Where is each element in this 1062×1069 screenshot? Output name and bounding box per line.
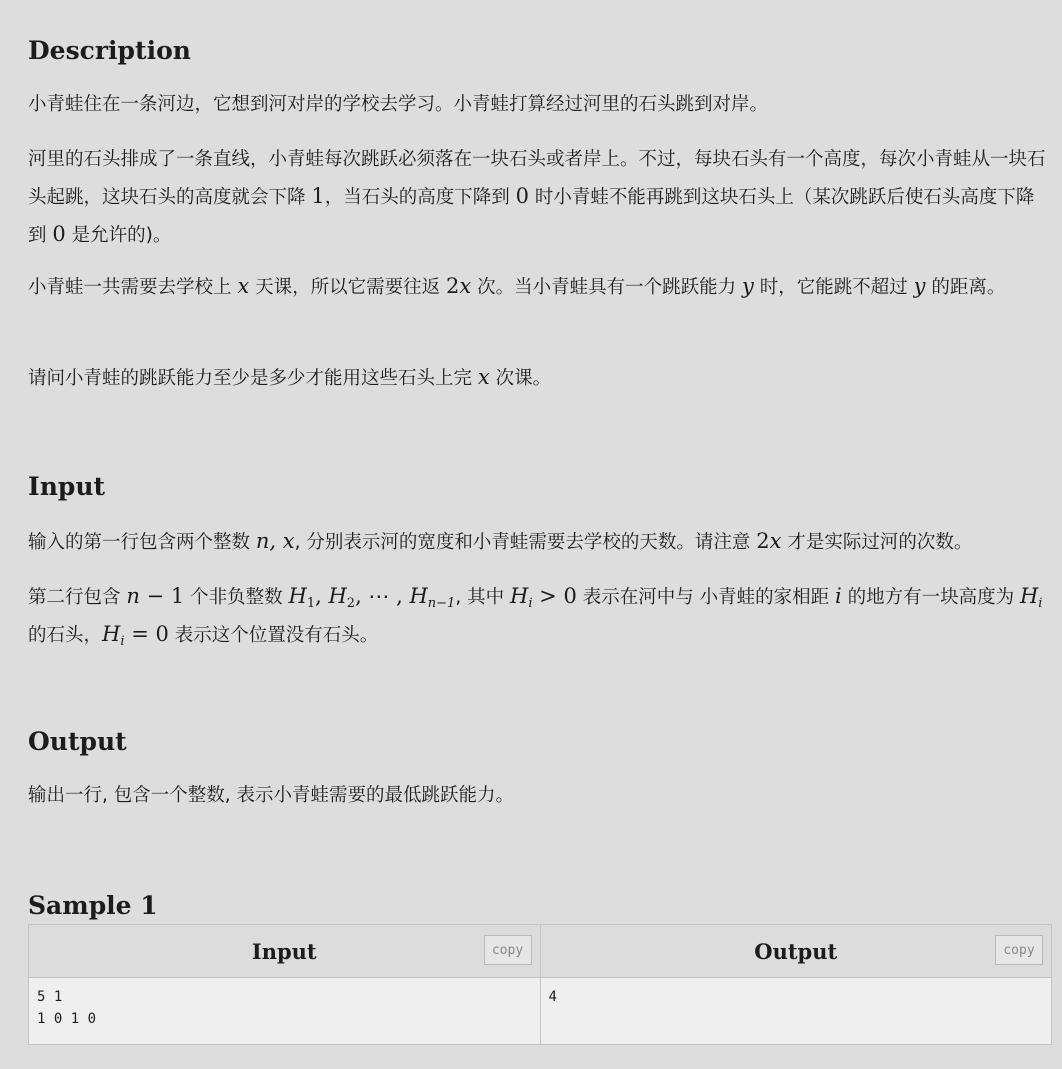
text-span: , 其中 xyxy=(455,587,510,608)
math-variable: x xyxy=(459,274,472,298)
math-symbol: , xyxy=(315,584,329,608)
math-subscript: 2 xyxy=(346,596,356,611)
math-subscript: 1 xyxy=(306,596,316,611)
text-span: ，当石头的高度下降到 xyxy=(324,187,516,208)
text-span: , 分别表示河的宽度和小青蛙需要去学校的天数。请注意 xyxy=(294,532,757,553)
math-number: − 1 xyxy=(139,584,185,608)
math-variable: n xyxy=(126,584,140,608)
copy-output-button[interactable]: copy xyxy=(995,935,1043,965)
sample-input-header-label: Input xyxy=(251,938,317,964)
description-paragraph-3 xyxy=(28,268,1052,306)
copy-input-button[interactable]: copy xyxy=(484,935,532,965)
math-variable: x xyxy=(477,365,490,389)
sample-input-header xyxy=(29,925,541,978)
math-variable: i xyxy=(834,584,842,608)
text-span: 次。当小青蛙具有一个跳跃能力 xyxy=(471,277,742,298)
description-paragraph-4 xyxy=(28,359,1052,397)
sample-output-header-label: Output xyxy=(754,938,838,964)
sample-table xyxy=(28,924,1052,1045)
text-span: 是允许的)。 xyxy=(65,225,172,246)
math-variable: H xyxy=(288,584,307,608)
text-span: 的石头， xyxy=(28,625,103,646)
math-number: 1 xyxy=(311,184,325,208)
math-subscript: n−1 xyxy=(427,596,456,611)
math-symbol: = 0 xyxy=(124,622,169,646)
math-variable: H xyxy=(328,584,347,608)
math-variable: H xyxy=(1019,584,1039,608)
text-span: 河里的石头排成了一条直线，小青蛙每次跳跃必须落在一块石头或者岸上。不过，每块石头有一个高度，每次小青蛙从一块石头起跳，这块石头的高度就会下降 xyxy=(28,149,1046,208)
math-symbol: > 0 xyxy=(532,584,577,608)
math-number: 2 xyxy=(756,529,770,553)
text-span: 表示在河中与 小青蛙的家相距 xyxy=(576,587,835,608)
sample-output-cell xyxy=(540,978,1052,1045)
math-variable: n, x xyxy=(255,529,295,553)
math-subscript: i xyxy=(1038,596,1043,611)
math-subscript: i xyxy=(528,596,533,611)
text-span: 时，它能跳不超过 xyxy=(753,277,914,298)
description-heading: Description xyxy=(28,36,191,65)
sample-output-text[interactable]: 4 xyxy=(548,989,557,1005)
text-span: 次课。 xyxy=(489,368,552,389)
math-number: 0 xyxy=(52,222,66,246)
math-subscript: i xyxy=(120,634,125,649)
math-variable: y xyxy=(913,274,926,298)
text-span: 时小青蛙不能再跳到这块石头上（某次跳跃后使石头高度下降到 xyxy=(28,187,1035,246)
text-span: 才是实际过河的次数。 xyxy=(781,532,973,553)
text-span: 第二行包含 xyxy=(28,587,127,608)
output-heading: Output xyxy=(28,727,127,756)
text-span: 表示这个位置没有石头。 xyxy=(168,625,379,646)
math-variable: y xyxy=(741,274,754,298)
math-number: 0 xyxy=(515,184,530,208)
input-paragraph-2 xyxy=(28,578,1052,654)
text-span: 个非负整数 xyxy=(184,587,289,608)
sample-input-cell xyxy=(29,978,541,1045)
math-number: 2 xyxy=(446,274,460,298)
text-span: 小青蛙一共需要去学校上 xyxy=(28,277,238,298)
text-span: 输入的第一行包含两个整数 xyxy=(28,532,256,553)
text-span: 的距离。 xyxy=(925,277,1006,298)
math-variable: H xyxy=(102,622,121,646)
text-span: 天课，所以它需要往返 xyxy=(249,277,446,298)
sample-input-text[interactable]: 5 1 1 0 1 0 xyxy=(37,989,97,1027)
math-variable: x xyxy=(769,529,782,553)
math-symbol: , ⋯ , xyxy=(355,584,410,608)
text-span: 请问小青蛙的跳跃能力至少是多少才能用这些石头上完 xyxy=(28,368,478,389)
description-paragraph-1: 小青蛙住在一条河边，它想到河对岸的学校去学习。小青蛙打算经过河里的石头跳到对岸。 xyxy=(28,94,769,115)
input-heading: Input xyxy=(28,472,106,501)
math-variable: H xyxy=(409,584,428,608)
description-paragraph-2 xyxy=(28,142,1052,254)
output-paragraph-1: 输出一行, 包含一个整数, 表示小青蛙需要的最低跳跃能力。 xyxy=(28,785,515,806)
sample-output-header xyxy=(540,925,1052,978)
input-paragraph-1 xyxy=(28,523,1052,561)
text-span: 的地方有一块高度为 xyxy=(841,587,1020,608)
math-variable: H xyxy=(510,584,529,608)
math-variable: x xyxy=(237,274,250,298)
sample-heading: Sample 1 xyxy=(28,891,158,920)
